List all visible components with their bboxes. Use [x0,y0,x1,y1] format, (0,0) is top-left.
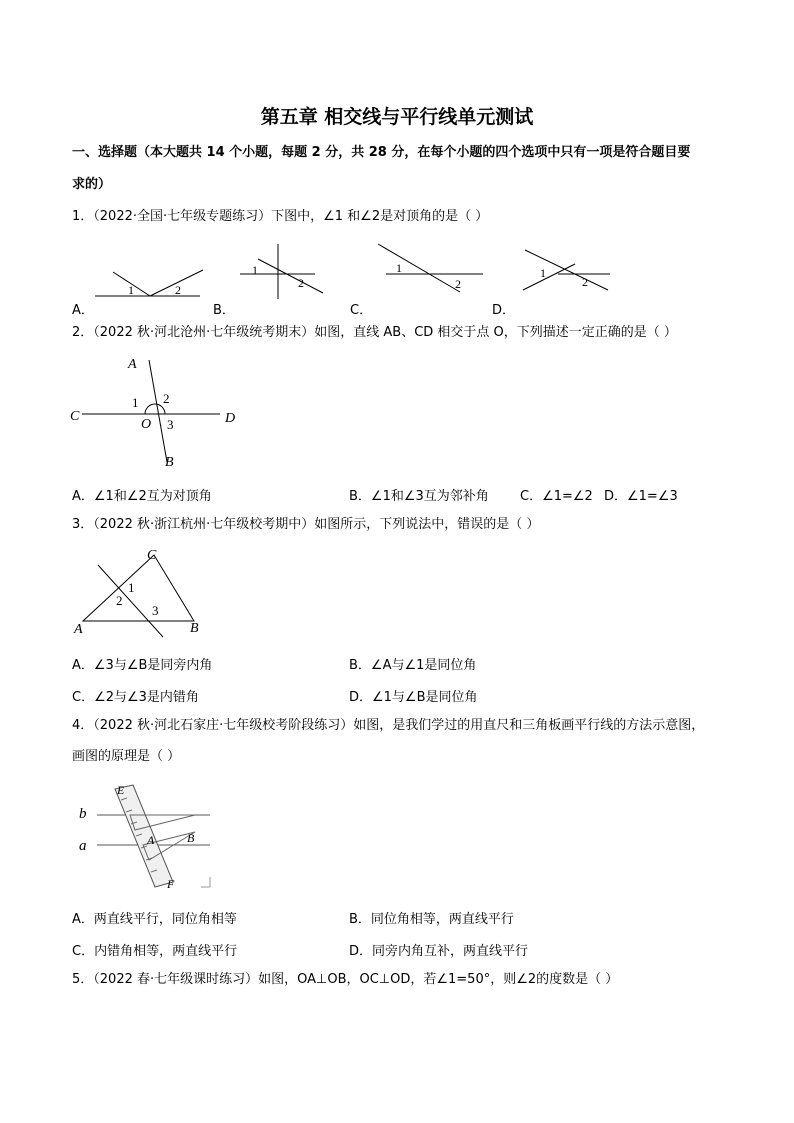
q2-label-2: 2 [163,391,170,406]
section-heading-line1: 一、选择题（本大题共 14 个小题，每题 2 分，共 28 分，在每个小题的四个选项中只有一项是符合题目要 [72,145,691,160]
section-heading-line2: 求的） [72,177,112,192]
q2-label-O: O [141,417,152,432]
q4-figure [75,782,215,892]
q1b-label-2: 2 [298,276,304,290]
q1-figure-b [240,244,325,299]
q3-label-2: 2 [116,593,123,608]
q3-label-3: 3 [152,603,159,618]
q1-figure-d [520,250,615,295]
q2-label-C: C [70,409,80,424]
q4-option-c: C．内错角相等，两直线平行 [72,944,238,959]
q3-option-d: D．∠1与∠B是同位角 [349,690,478,705]
q2-label-3: 3 [167,417,174,432]
q3-label-C: C [147,548,157,563]
q1c-label-2: 2 [455,277,461,291]
q4-label-A: A [147,833,155,847]
q3-option-c: C．∠2与∠3是内错角 [72,690,199,705]
q1d-label-2: 2 [582,275,588,289]
q2-label-B: B [165,455,174,470]
question-2-stem: 2．（2022 秋·河北沧州·七年级统考期末）如图，直线 AB、CD 相交于点 O，下列描述一定正确的是（ ） [72,325,677,340]
q1-option-d-label: D． [492,303,516,318]
q3-option-a: A．∠3与∠B是同旁内角 [72,658,213,673]
question-5-stem: 5．（2022 春·七年级课时练习）如图，OA⊥OB，OC⊥OD，若∠1=50°，则∠2的度数是（ ） [72,972,619,987]
q1a-label-1: 1 [128,283,134,297]
q4-label-E: E [117,783,125,797]
q4-label-b: b [79,806,87,822]
q2-option-b: B．∠1和∠3互为邻补角 [349,489,489,504]
q4-label-a: a [79,838,87,854]
q4-option-b: B．同位角相等，两直线平行 [349,912,514,927]
q4-label-B: B [187,831,195,845]
q2-label-D: D [225,411,236,426]
q4-option-a: A．两直线平行，同位角相等 [72,912,237,927]
q1d-label-1: 1 [540,266,546,280]
question-1-stem: 1．（2022·全国·七年级专题练习）下图中，∠1 和∠2是对顶角的是（ ） [72,209,489,224]
question-4-stem-line1: 4．（2022 秋·河北石家庄·七年级校考阶段练习）如图，是我们学过的用直尺和三角板画平行线的方法示意图， [72,718,705,733]
q1-option-b-label: B． [213,303,235,318]
question-3-stem: 3．（2022 秋·浙江杭州·七年级校考期中）如图所示，下列说法中，错误的是（ ） [72,517,540,532]
q3-label-B: B [190,621,199,636]
q3-option-b: B．∠A与∠1是同位角 [349,658,477,673]
q1c-label-1: 1 [396,261,402,275]
page-title: 第五章 相交线与平行线单元测试 [260,106,534,128]
q4-option-d: D．同旁内角互补，两直线平行 [349,944,529,959]
q3-label-A: A [74,622,83,637]
q2-label-A: A [128,357,137,372]
q1-figure-c [378,244,488,294]
q1b-label-1: 1 [252,263,258,277]
q2-label-1: 1 [132,395,139,410]
q2-option-d: D．∠1=∠3 [604,489,678,504]
q2-figure [70,352,245,470]
q2-option-a: A．∠1和∠2互为对顶角 [72,489,212,504]
q3-figure [70,545,210,637]
q1-option-a-label: A． [72,303,94,318]
question-4-stem-line2: 画图的原理是（ ） [72,749,181,764]
q1-figure-a [95,244,205,300]
q3-label-1: 1 [128,580,135,595]
q2-option-c: C．∠1=∠2 [520,489,593,504]
q1-option-c-label: C． [350,303,373,318]
q4-label-F: F [167,877,175,891]
q1a-label-2: 2 [175,283,181,297]
